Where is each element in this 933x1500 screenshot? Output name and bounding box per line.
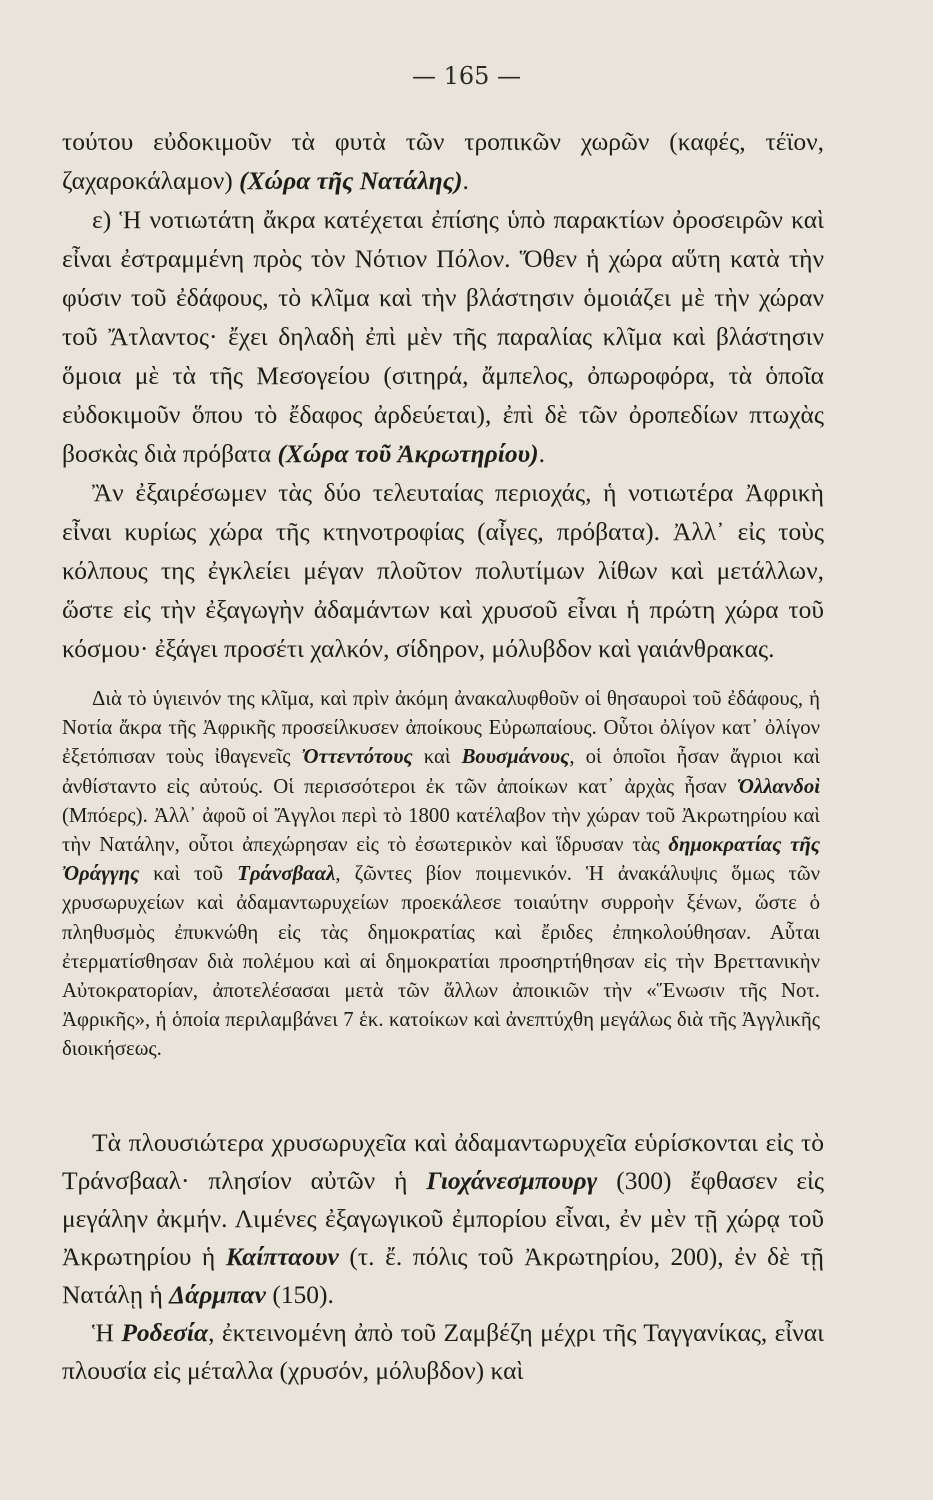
text-run: . — [462, 166, 469, 195]
name-hottentots: Ὀττεντότους — [301, 745, 413, 769]
paragraph-mines — [62, 1124, 824, 1314]
text-run: Διὰ τὸ ὑγιεινόν της κλῖμα, καὶ πρὶν ἀκόμη ἀνακαλυφθοῦν οἱ θησαυροὶ τοῦ ἐδάφους, ἡ Νοτία ἄκρα τῆς Ἀφρικῆς προσείλκυσεν ἀποίκους Εὐρωπαίους. Οὗτοι ὀλίγον κατ᾽ ὀλίγον ἐξετόπισαν τοὺς ἰθαγενεῖς — [62, 687, 820, 769]
text-run: (300) ἔφθασεν εἰς μεγάλην ἀκμήν. Λιμένες ἐξαγωγικοῦ ἐμπορίου εἶναι, ἐν μὲν τῇ χώρᾳ τοῦ Ἀκρωτηρίου ἡ — [62, 1166, 824, 1271]
name-dutch: Ὁλλανδοὶ — [736, 774, 820, 798]
text-run: τούτου εὐδοκιμοῦν τὰ φυτὰ τῶν τροπικῶν χωρῶν (καφές, τέϊον, ζαχαροκάλαμον) — [62, 127, 824, 195]
page-number: — 165 — — [411, 62, 522, 90]
name-republics: δημοκρατίας τῆς — [668, 833, 821, 857]
text-run: (Μπόερς). Ἀλλ᾽ ἀφοῦ οἱ Ἄγγλοι περὶ τὸ 1800 κατέλαβον τὴν χώραν τοῦ Ἀκρωτηρίου καὶ τὴν Νατάλην, οὗτοι ἀπεχώρησαν εἰς τὸ ἐσωτερικὸν καὶ ἵδρυσαν τὰς — [62, 803, 820, 857]
text-run: καὶ — [412, 745, 462, 769]
city-johannesburg: Γιοχάνεσμπουργ — [426, 1166, 598, 1195]
text-run: ε) Ἡ νοτιωτάτη ἄκρα κατέχεται ἐπίσης ὑπὸ παρακτίων ὀροσειρῶν καὶ εἶναι ἐστραμμένη πρὸς τὸν Νότιον Πόλον. Ὅθεν ἡ χώρα αὕτη κατὰ τὴν φύσιν τοῦ ἐδάφους, τὸ κλῖμα καὶ τὴν βλάστησιν ὁμοιάζει μὲ τὴν χώραν τοῦ Ἄτλαντος· ἔχει δηλαδὴ ἐπὶ μὲν τῆς παραλίας κλῖμα καὶ βλάστησιν ὅμοια μὲ τὰ τῆς Μεσογείου (σιτηρά, ἄμπελος, ὀπωροφόρα, τὰ ὁποῖα εὐδοκιμοῦν ὅπου τὸ ἔδαφος ἀρδεύεται), ἐπὶ δὲ τῶν ὀροπεδίων πτωχὰς βοσκὰς διὰ πρόβατα — [62, 205, 824, 468]
paragraph-history — [62, 684, 820, 1064]
paragraph-livestock-minerals: Ἂν ἐξαιρέσωμεν τὰς δύο τελευταίας περιοχάς, ἡ νοτιωτέρα Ἀφρικὴ εἶναι κυρίως χώρα τῆς κτηνοτροφίας (αἶγες, πρόβατα). Ἀλλ᾽ εἰς τοὺς κόλπους της ἐγκλείει μέγαν πλοῦτον πολυτίμων λίθων καὶ μετάλλων, ὥστε εἰς τὴν ἐξαγωγὴν ἀδαμάντων καὶ χρυσοῦ εἶναι ἡ πρώτη χώρα τοῦ κόσμου· ἐξάγει προσέτι χαλκόν, σίδηρον, μόλυβδον καὶ γαιάνθρακας. — [62, 478, 824, 663]
main-text-block — [62, 122, 824, 668]
name-bushmen: Βουσμάνους — [461, 745, 570, 769]
place-name-rhodesia: Ροδεσία — [121, 1318, 209, 1347]
name-orange: Ὀράγγης — [62, 862, 140, 886]
paragraph-cape — [62, 200, 824, 473]
text-run: , οἱ ὁποῖοι ἦσαν ἄγριοι καὶ ἀνθίσταντο εἰς αὐτούς. Οἱ περισσότεροι ἐκ τῶν ἀποίκων κατ᾽ ἀρχὰς ἦσαν — [62, 745, 820, 798]
paragraph-natal — [62, 122, 824, 200]
text-run: Ἡ — [92, 1318, 122, 1347]
history-note — [62, 684, 820, 1064]
city-durban: Δάρμπαν — [169, 1280, 266, 1309]
text-run: καὶ τοῦ — [139, 862, 238, 886]
text-run: Τὰ πλουσιώτερα χρυσωρυχεῖα καὶ ἀδαμαντωρυχεῖα εὑρίσκονται εἰς τὸ Τράνσβααλ· πλησίον αὐτῶν ἡ — [62, 1128, 824, 1195]
place-name-cape: (Χώρα τοῦ Ἀκρωτηρίου) — [277, 439, 539, 468]
text-run: , ἐκτεινομένη ἀπὸ τοῦ Ζαμβέζη μέχρι τῆς Ταγγανίκας, εἶναι πλουσία εἰς μέταλλα (χρυσόν, μόλυβδον) καὶ — [62, 1318, 824, 1385]
text-run: , ζῶντες βίον ποιμενικόν. Ἡ ἀνακάλυψις ὅμως τῶν χρυσωρυχείων καὶ ἀδαμαντωρυχείων προεκάλεσε τοιαύτην συρροὴν ξένων, ὥστε ὁ πληθυσμὸς ἐπυκνώθη εἰς τὰς δημοκρατίας καὶ ἔριδες ἐπηκολούθησαν. Αὗται ἐτερματίσθησαν διὰ πολέμου καὶ αἱ δημοκρατίαι προσηρτήθησαν εἰς τὴν Βρεττανικὴν Αὐτοκρατορίαν, ἀποτελέσασαι μετὰ τῶν ἄλλων ἀποικιῶν τὴν «Ἕνωσιν τῆς Νοτ. Ἀφρικῆς», ἡ ὁποία περιλαμβάνει 7 ἑκ. κατοίκων καὶ ἀνεπτύχθη μεγάλως διὰ τῆς Ἀγγλικῆς διοικήσεως. — [62, 862, 820, 1061]
text-run: (τ. ἔ. πόλις τοῦ Ἀκρωτηρίου, 200), ἐν δὲ τῇ Νατάλῃ ἡ — [62, 1242, 825, 1309]
city-cape-town: Καίπταουν — [225, 1242, 339, 1271]
bottom-text-block — [62, 1124, 824, 1390]
text-run: (150). — [265, 1280, 334, 1309]
name-transvaal: Τράνσβααλ — [237, 862, 336, 886]
place-name-natal: (Χώρα τῆς Νατάλης) — [239, 166, 463, 195]
text-run: . — [538, 439, 545, 468]
paragraph-rhodesia — [62, 1314, 824, 1390]
